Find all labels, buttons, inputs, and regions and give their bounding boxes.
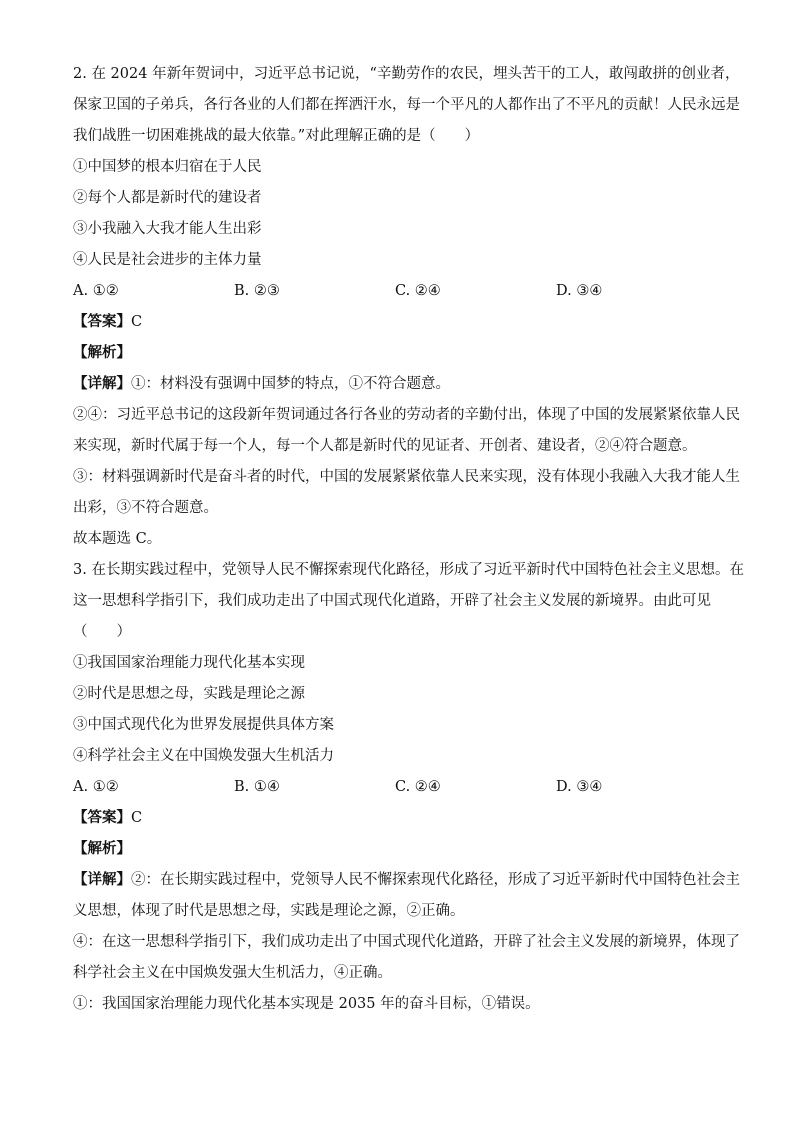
q2-answer-value: C (131, 314, 143, 330)
q3-stem-line-1: 3. 在长期实践过程中，党领导人民不懈探索现代化路径，形成了习近平新时代中国特色社会主义思想。在 (73, 562, 744, 578)
q3-detail-label: 【详解】 (73, 871, 131, 888)
q3-option-d: D. ③④ (556, 779, 603, 795)
q2-statement-2: ②每个人都是新时代的建设者 (73, 190, 262, 206)
q3-detail-line-2: 义思想，体现了时代是思想之母，实践是理论之源，②正确。 (73, 903, 465, 919)
document-page (73, 64, 744, 1025)
q2-options (73, 281, 723, 301)
q3-statement-2: ②时代是思想之母，实践是理论之源 (73, 686, 305, 702)
question-3 (73, 560, 744, 1014)
q2-detail-line-4: ③：材料强调新时代是奋斗者的时代，中国的发展紧紧依靠人民来实现，没有体现小我融入大我才能人生 (73, 469, 740, 485)
q2-statement-4: ④人民是社会进步的主体力量 (73, 252, 262, 268)
q2-option-b: B. ②③ (234, 283, 280, 299)
q3-statement-1: ①我国国家治理能力现代化基本实现 (73, 655, 305, 671)
q3-detail-line-3: ④：在这一思想科学指引下，我们成功走出了中国式现代化道路，开辟了社会主义发展的新境界，体现了 (73, 934, 740, 950)
q2-analysis (73, 343, 723, 363)
q2-answer-label: 【答案】 (73, 313, 131, 330)
q3-analysis (73, 839, 723, 859)
q2-option-c: C. ②④ (395, 283, 441, 299)
q3-detail-line-1 (73, 870, 740, 890)
q3-detail-line-4: 科学社会主义在中国焕发强大生机活力，④正确。 (73, 965, 392, 981)
q2-statement-1: ①中国梦的根本归宿在于人民 (73, 159, 262, 175)
q2-detail-line-6: 故本题选 C。 (73, 531, 162, 547)
q3-option-b: B. ①④ (234, 779, 280, 795)
q3-answer-value: C (131, 810, 143, 826)
q2-statement-3: ③小我融入大我才能人生出彩 (73, 221, 262, 237)
q2-stem-line-1: 2. 在 2024 年新年贺词中，习近平总书记说，“辛勤劳作的农民，埋头苦干的工人，敢闯敢拼的创业者， (73, 66, 740, 82)
q2-stem-line-2: 保家卫国的子弟兵，各行各业的人们都在挥洒汗水，每一个平凡的人都作出了不平凡的贡献！人民永远是 (73, 97, 740, 113)
q3-option-c: C. ②④ (395, 779, 441, 795)
question-2 (73, 64, 740, 549)
q2-detail-line-3: 来实现，新时代属于每一个人，每一个人都是新时代的见证者、开创者、建设者，②④符合题意。 (73, 438, 697, 454)
q2-detail-line-5: 出彩，③不符合题意。 (73, 500, 218, 516)
q3-answer-label: 【答案】 (73, 809, 131, 826)
q3-statement-3: ③中国式现代化为世界发展提供具体方案 (73, 717, 334, 733)
q2-detail-line-2: ②④：习近平总书记的这段新年贺词通过各行各业的劳动者的辛勤付出，体现了中国的发展紧紧依靠人民 (73, 407, 740, 423)
q3-stem-line-3: （ ） (73, 624, 131, 640)
q3-option-a: A. ①② (73, 779, 119, 795)
q3-statement-4: ④科学社会主义在中国焕发强大生机活力 (73, 748, 334, 764)
q2-option-a: A. ①② (73, 283, 119, 299)
q2-detail-label: 【详解】 (73, 375, 131, 392)
q2-detail-text-1: ①：材料没有强调中国梦的特点，①不符合题意。 (131, 376, 450, 392)
q2-option-d: D. ③④ (556, 283, 603, 299)
q3-detail-text-1: ②：在长期实践过程中，党领导人民不懈探索现代化路径，形成了习近平新时代中国特色社会主 (131, 872, 740, 888)
q2-stem-line-3: 我们战胜一切困难挑战的最大依靠。”对此理解正确的是（ ） (73, 128, 480, 144)
q3-stem-line-2: 这一思想科学指引下，我们成功走出了中国式现代化道路，开辟了社会主义发展的新境界。由此可见 (73, 593, 711, 609)
q3-options (73, 777, 723, 797)
q3-answer (73, 808, 723, 828)
q3-analysis-label: 【解析】 (73, 840, 131, 857)
q2-analysis-label: 【解析】 (73, 344, 131, 361)
q3-detail-line-5: ①：我国国家治理能力现代化基本实现是 2035 年的奋斗目标，①错误。 (73, 996, 540, 1012)
q2-detail-line-1 (73, 374, 723, 394)
q2-answer (73, 312, 723, 332)
